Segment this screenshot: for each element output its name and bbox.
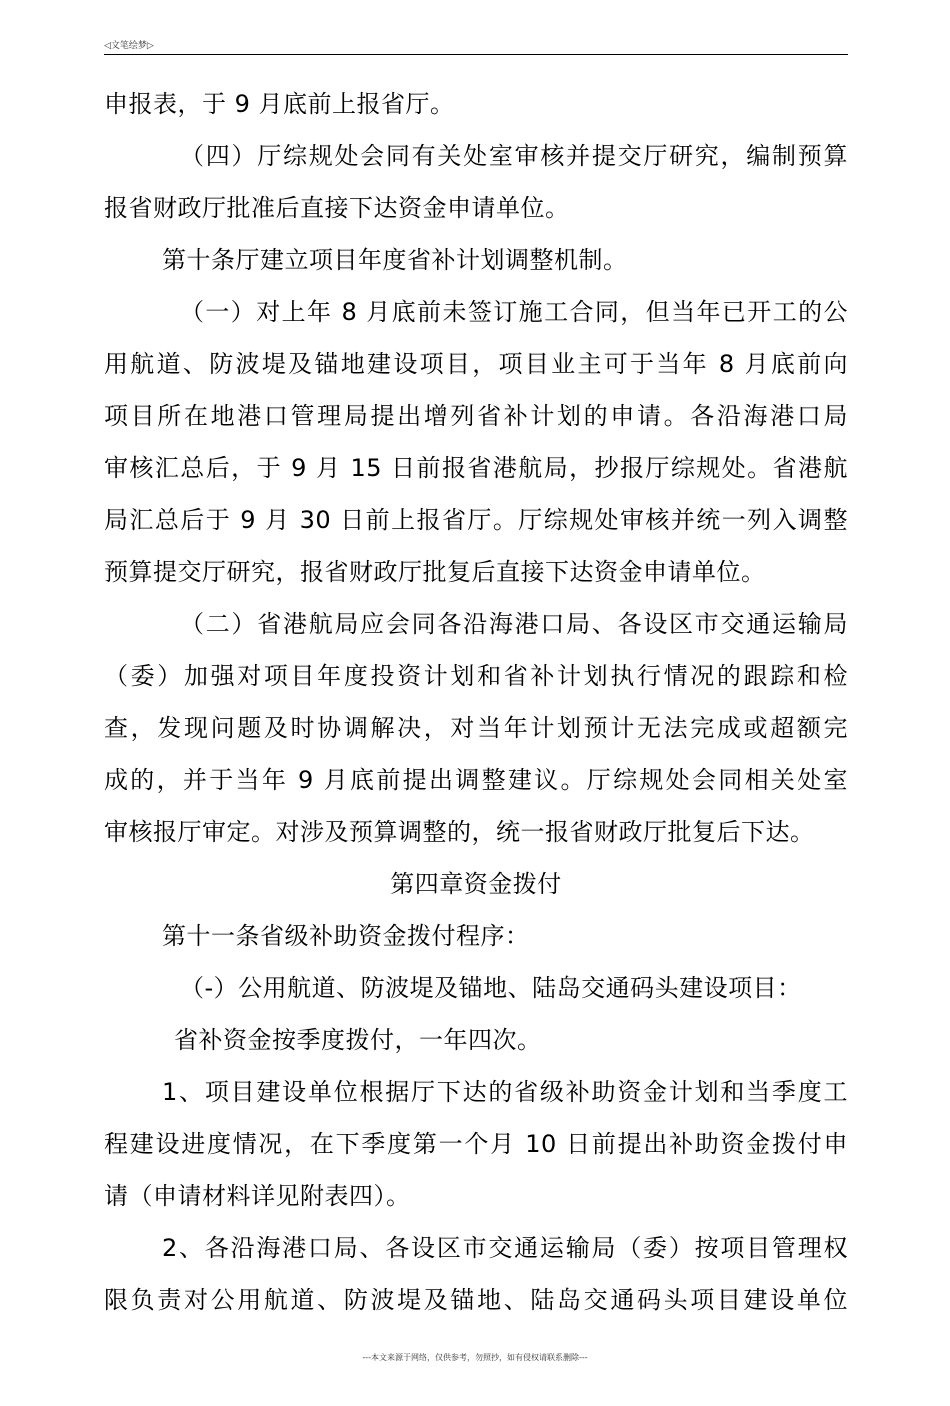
paragraph-line: 请（申请材料详见附表四）。 <box>104 1182 411 1210</box>
paragraph-line: 审核汇总后，于 9 月 15 日前报省港航局，抄报厅综规处。省港航 <box>104 454 848 482</box>
paragraph-line: 用航道、防波堤及锚地建设项目，项目业主可于当年 8 月底前向 <box>104 350 848 378</box>
paragraph-line: 审核报厅审定。对涉及预算调整的，统一报省财政厅批复后下达。 <box>104 818 815 846</box>
paragraph-line: （四）厅综规处会同有关处室审核并提交厅研究，编制预算 <box>180 142 848 170</box>
paragraph-line: 程建设进度情况，在下季度第一个月 10 日前提出补助资金拨付申 <box>104 1130 848 1158</box>
paragraph-line: 2、各沿海港口局、各设区市交通运输局（委）按项目管理权 <box>162 1234 848 1262</box>
paragraph-line: 成的，并于当年 9 月底前提出调整建议。厅综规处会同相关处室 <box>104 766 848 794</box>
paragraph-line: （委）加强对项目年度投资计划和省补计划执行情况的跟踪和检 <box>104 662 848 690</box>
article-heading: 第十一条省级补助资金拨付程序： <box>162 922 530 950</box>
paragraph-line: （一）对上年 8 月底前未签订施工合同，但当年已开工的公 <box>180 298 848 326</box>
footer-disclaimer: ---本文来源于网络，仅供参考，勿照抄，如有侵权请联系删除--- <box>362 1353 588 1362</box>
paragraph-line: 报省财政厅批准后直接下达资金申请单位。 <box>104 194 570 222</box>
paragraph-line: 项目所在地港口管理局提出增列省补计划的申请。各沿海港口局 <box>104 402 848 430</box>
article-heading: 第十条厅建立项目年度省补计划调整机制。 <box>162 246 628 274</box>
chapter-heading: 第四章资金拨付 <box>390 870 562 898</box>
paragraph-line: 查，发现问题及时协调解决，对当年计划预计无法完成或超额完 <box>104 714 848 742</box>
paragraph-line: 局汇总后于 9 月 30 日前上报省厅。厅综规处审核并统一列入调整 <box>104 506 848 534</box>
header-divider <box>104 54 848 55</box>
paragraph-line: 申报表，于 9 月底前上报省厅。 <box>104 90 455 118</box>
paragraph-line: （-）公用航道、防波堤及锚地、陆岛交通码头建设项目： <box>180 974 802 1002</box>
paragraph-line: 限负责对公用航道、防波堤及锚地、陆岛交通码头项目建设单位 <box>104 1286 848 1314</box>
paragraph-line: 1、项目建设单位根据厅下达的省级补助资金计划和当季度工 <box>162 1078 848 1106</box>
paragraph-line: 省补资金按季度拨付，一年四次。 <box>174 1026 542 1054</box>
document-body <box>104 78 848 1326</box>
paragraph-line: 预算提交厅研究，报省财政厅批复后直接下达资金申请单位。 <box>104 558 766 586</box>
header-label: ◁文笔绘梦▷ <box>104 41 154 51</box>
paragraph-line: （二）省港航局应会同各沿海港口局、各设区市交通运输局 <box>180 610 848 638</box>
